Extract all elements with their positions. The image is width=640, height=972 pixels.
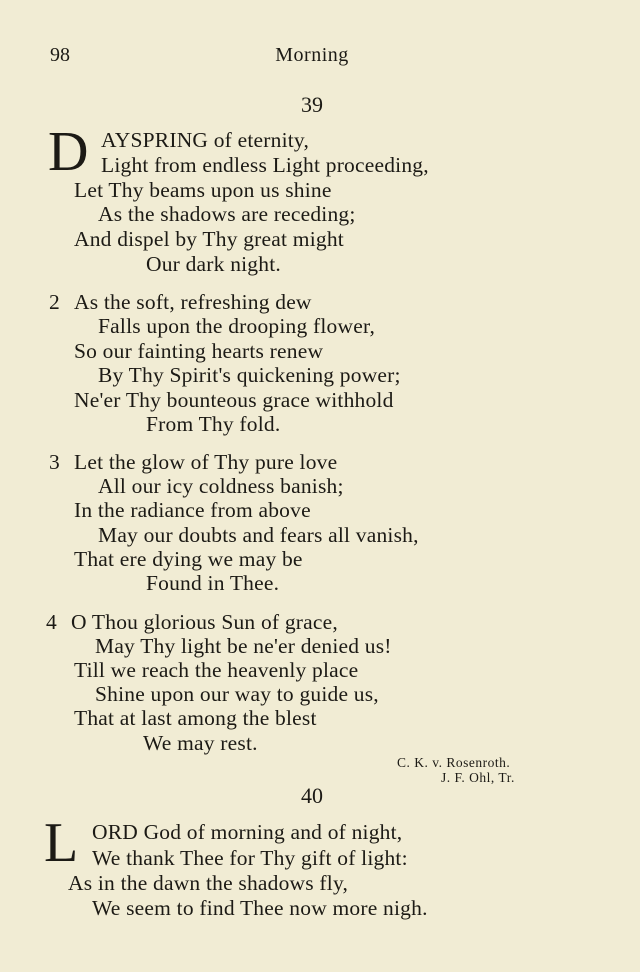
hymn39-v1-line4: And dispel by Thy great might [74, 227, 344, 251]
hymn39-v1-line3: As the shadows are receding; [98, 202, 356, 226]
hymn39-v3-line3: In the radiance from above [74, 498, 311, 522]
hymn39-v3-line2: All our icy coldness banish; [98, 474, 344, 498]
drop-cap-l: L [44, 812, 79, 874]
hymn39-v3-line5: That ere dying we may be [74, 547, 303, 571]
hymn39-v1-line5: Our dark night. [146, 252, 281, 276]
drop-cap-d: D [48, 121, 89, 183]
hymn40-line3: As in the dawn the shadows fly, [68, 871, 349, 895]
verse-number-2: 2 [49, 290, 60, 314]
credit-author: C. K. v. Rosenroth. [397, 755, 511, 770]
hymn39-v4-line5: That at last among the blest [74, 706, 317, 730]
credit-translator: J. F. Ohl, Tr. [441, 770, 515, 785]
hymn39-first-line: AYSPRING of eternity, [101, 128, 310, 152]
hymn39-v2-line3: So our fainting hearts renew [74, 339, 324, 363]
verse-number-3: 3 [49, 450, 60, 474]
hymn39-v2-line2: Falls upon the drooping flower, [98, 314, 376, 338]
hymn39-v4-line1: O Thou glorious Sun of grace, [71, 610, 338, 634]
hymn39-v4-line4: Shine upon our way to guide us, [95, 682, 379, 706]
running-title: Morning [275, 44, 349, 66]
page-number: 98 [50, 44, 70, 66]
hymn39-v4-line3: Till we reach the heavenly place [74, 658, 359, 682]
hymn39-v1-line1: Light from endless Light proceeding, [101, 153, 429, 177]
hymn-number-40: 40 [301, 783, 323, 808]
hymn39-v3-line6: Found in Thee. [146, 571, 280, 595]
hymn39-v4-line2: May Thy light be ne'er denied us! [95, 634, 392, 658]
hymn39-v2-line5: Ne'er Thy bounteous grace withhold [74, 388, 394, 412]
hymn-number-39: 39 [301, 92, 323, 117]
hymn39-v3-line1: Let the glow of Thy pure love [74, 450, 338, 474]
hymn39-v2-line4: By Thy Spirit's quickening power; [98, 363, 401, 387]
hymn39-v2-line6: From Thy fold. [146, 412, 281, 436]
hymn40-line4: We seem to find Thee now more nigh. [92, 896, 428, 920]
hymn39-v4-line6: We may rest. [143, 731, 258, 755]
hymn39-v2-line1: As the soft, refreshing dew [74, 290, 312, 314]
verse-number-4: 4 [46, 610, 57, 634]
hymn40-first-line: ORD God of morning and of night, [92, 820, 403, 844]
hymn40-line2: We thank Thee for Thy gift of light: [92, 846, 408, 870]
hymn39-v3-line4: May our doubts and fears all vanish, [98, 523, 419, 547]
hymn39-v1-line2: Let Thy beams upon us shine [74, 178, 332, 202]
